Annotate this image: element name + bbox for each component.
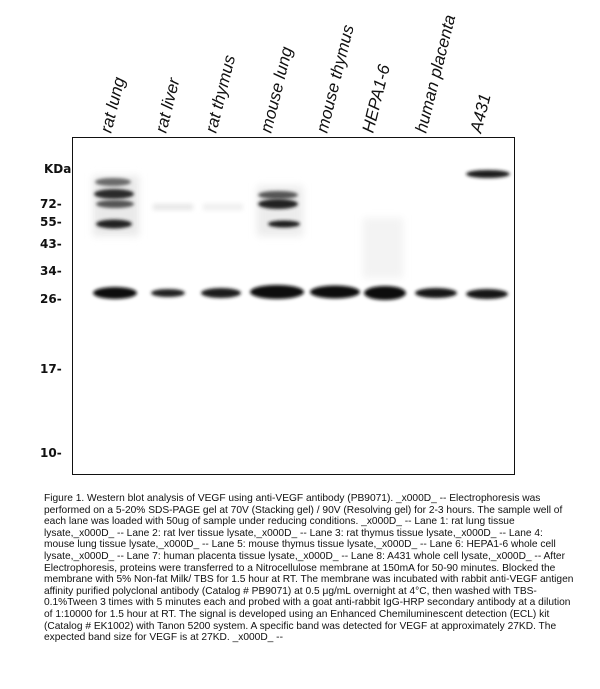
lane-label-mouse-thymus: mouse thymus	[312, 22, 358, 135]
marker-10: 10-	[40, 446, 62, 460]
marker-43: 43-	[40, 237, 62, 251]
western-blot-image	[72, 137, 515, 475]
lane-label-human-placenta: human placenta	[411, 12, 460, 135]
lane-label-hepa1-6: HEPA1-6	[358, 62, 394, 135]
lane-label-rat-liver: rat liver	[151, 76, 184, 135]
blot-bands	[73, 138, 515, 475]
marker-34: 34-	[40, 264, 62, 278]
lane-label-rat-thymus: rat thymus	[201, 53, 240, 135]
marker-72: 72-	[40, 197, 62, 211]
marker-55: 55-	[40, 215, 62, 229]
figure-caption: Figure 1. Western blot analysis of VEGF using anti-VEGF antibody (PB9071). _x000D_ -- Electrophoresis was performed on a 5-20% SDS-PAGE gel at 70V (Stacking gel) / 90V (Resolving gel) for 2-3 hours. The sample well of each lane was loaded with 50ug of sample under reducing conditions. _x000D_ -- Lane 1: rat lung tissue lysate,_x000D_ -- Lane 2: rat lver tissue lysate,_x000D_ -- Lane 3: rat thymus tissue lysate,_x000D_ -- Lane 4: mouse lung tissue lysate,_x000D_ -- Lane 5: mouse thymus tissue lysate,_x000D_ -- Lane 6: HEPA1-6 whole cell lysate,_x000D_ -- Lane 7: human placenta tissue lysate,_x000D_ -- Lane 8: A431 whole cell lysate,_x000D_ -- After Electrophoresis, proteins were transferred to a Nitrocellulose membrane at 150mA for 50-90 minutes. Blocked the membrane with 5% Non-fat Milk/ TBS for 1.5 hour at RT. The membrane was incubated with rabbit anti-VEGF antigen affinity purified polyclonal antibody (Catalog # PB9071) at 0.5 μg/mL overnight at 4°C, then washed with TBS-0.1%Tween 3 times with 5 minutes each and probed with a goat anti-rabbit IgG-HRP secondary antibody at a dilution of 1:10000 for 1.5 hour at RT. The signal is developed using an Enhanced Chemiluminescent detection (ECL) kit (Catalog # EK1002) with Tanon 5200 system. A specific band was detected for VEGF at approximately 27KD. The expected band size for VEGF is at 27KD. _x000D_ --	[44, 493, 574, 644]
marker-17: 17-	[40, 362, 62, 376]
marker-26: 26-	[40, 292, 62, 306]
lane-label-a431: A431	[466, 91, 495, 135]
lane-label-rat-lung: rat lung	[96, 75, 129, 135]
unit-label: KDa	[44, 162, 72, 176]
lane-label-mouse-lung: mouse lung	[256, 44, 297, 135]
